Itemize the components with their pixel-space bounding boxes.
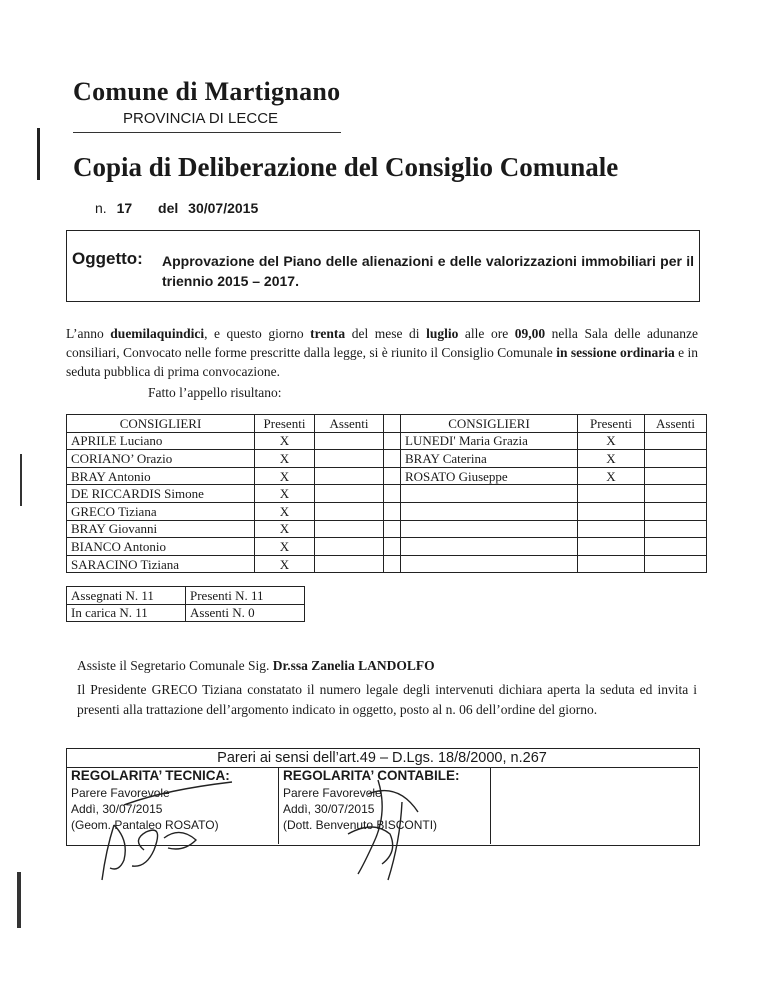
absent-mark xyxy=(315,502,384,520)
header-divider xyxy=(73,132,341,133)
header-name: CONSIGLIERI xyxy=(401,415,578,433)
accounting-signature xyxy=(318,772,438,884)
technical-heading: REGOLARITA’ TECNICA: xyxy=(71,768,230,783)
councillor-name xyxy=(401,520,578,538)
province-name: PROVINCIA DI LECCE xyxy=(123,110,279,127)
intro-text: alle ore xyxy=(458,326,515,341)
table-gap xyxy=(384,520,401,538)
absent-mark xyxy=(315,538,384,556)
absent-mark xyxy=(645,467,707,485)
present-mark: X xyxy=(255,432,315,450)
accounting-heading: REGOLARITA’ CONTABILE: xyxy=(283,768,460,783)
table-row xyxy=(67,432,707,450)
present-mark xyxy=(578,485,645,503)
intro-text: e in seduta pubblica di prima convocazione. xyxy=(66,345,699,379)
document-date: 30/07/2015 xyxy=(188,200,259,216)
table-row xyxy=(67,520,707,538)
subject-label: Oggetto: xyxy=(72,249,143,268)
technical-signer: (Geom. Pantaleo ROSATO) xyxy=(71,818,219,832)
absent-mark xyxy=(645,502,707,520)
councillor-name: BRAY Caterina xyxy=(401,450,578,468)
absent-mark xyxy=(315,520,384,538)
present-mark xyxy=(578,520,645,538)
councillor-name xyxy=(401,555,578,573)
scan-mark xyxy=(17,872,21,928)
present-mark: X xyxy=(578,450,645,468)
present-count: Presenti N. 11 xyxy=(186,587,305,605)
table-row xyxy=(67,604,305,622)
councillor-name: DE RICCARDIS Simone xyxy=(67,485,255,503)
present-mark: X xyxy=(255,450,315,468)
secretary-prefix: Assiste il Segretario Comunale Sig. xyxy=(77,658,273,673)
table-gap xyxy=(384,432,401,450)
header-present: Presenti xyxy=(578,415,645,433)
absent-mark xyxy=(645,450,707,468)
date-label: del xyxy=(158,200,179,216)
absent-mark xyxy=(645,555,707,573)
present-mark: X xyxy=(255,520,315,538)
accounting-date: Addì, 30/07/2015 xyxy=(283,802,375,816)
document-number-line xyxy=(95,200,258,216)
intro-time: 09,00 xyxy=(514,326,546,341)
absent-mark xyxy=(315,485,384,503)
attendance-table xyxy=(66,414,707,573)
table-gap xyxy=(384,450,401,468)
councillor-name: APRILE Luciano xyxy=(67,432,255,450)
intro-text: nella Sala delle adunanze consiliari, Convocato nelle forme prescritte dalla legge, si è riunito il Consiglio Comunale xyxy=(66,326,698,360)
table-gap xyxy=(384,467,401,485)
absent-count: Assenti N. 0 xyxy=(186,604,305,622)
table-header-row xyxy=(67,415,707,433)
header-name: CONSIGLIERI xyxy=(67,415,255,433)
table-row xyxy=(67,587,305,605)
scan-mark xyxy=(37,128,40,180)
table-row xyxy=(67,450,707,468)
present-mark xyxy=(578,538,645,556)
intro-text: del mese di xyxy=(345,326,427,341)
absent-mark xyxy=(645,485,707,503)
table-row xyxy=(67,502,707,520)
councillor-name: LUNEDI' Maria Grazia xyxy=(401,432,578,450)
technical-date: Addì, 30/07/2015 xyxy=(71,802,163,816)
absent-mark xyxy=(645,520,707,538)
intro-paragraph xyxy=(66,324,698,381)
councillor-name xyxy=(401,538,578,556)
assigned-count: Assegnati N. 11 xyxy=(67,587,186,605)
present-mark: X xyxy=(255,538,315,556)
present-mark: X xyxy=(578,432,645,450)
councillor-name xyxy=(401,485,578,503)
table-gap xyxy=(384,555,401,573)
present-mark: X xyxy=(578,467,645,485)
in-office-count: In carica N. 11 xyxy=(67,604,186,622)
accounting-signer: (Dott. Benvenuto BISCONTI) xyxy=(283,818,438,832)
subject-text: Approvazione del Piano delle alienazioni e delle valorizzazioni immobiliari per il triennio 2015 – 2017. xyxy=(162,253,694,289)
scan-mark xyxy=(20,454,22,506)
councillor-name: CORIANO’ Orazio xyxy=(67,450,255,468)
document-number: 17 xyxy=(116,200,133,216)
intro-month: luglio xyxy=(426,326,459,341)
councillor-name: GRECO Tiziana xyxy=(67,502,255,520)
absent-mark xyxy=(315,467,384,485)
intro-year: duemilaquindici xyxy=(110,326,205,341)
table-gap xyxy=(384,538,401,556)
absent-mark xyxy=(315,555,384,573)
header-present: Presenti xyxy=(255,415,315,433)
present-mark xyxy=(578,555,645,573)
opinions-divider xyxy=(490,767,491,844)
document-title: Copia di Deliberazione del Consiglio Comunale xyxy=(73,152,619,182)
opinions-divider xyxy=(278,767,279,844)
municipality-name: Comune di Martignano xyxy=(73,77,341,106)
header-absent: Assenti xyxy=(315,415,384,433)
opinions-title: Pareri ai sensi dell’art.49 – D.Lgs. 18/8/2000, n.267 xyxy=(217,750,547,766)
president-paragraph: Il Presidente GRECO Tiziana constatato il numero legale degli intervenuti dichiara aperta la seduta ed invita i presenti alla trattazione dell’argomento indicato in oggetto, posto al n. 06 dell’ordine del giorno. xyxy=(77,682,697,717)
councillor-name: BRAY Antonio xyxy=(67,467,255,485)
absent-mark xyxy=(645,432,707,450)
present-mark: X xyxy=(255,555,315,573)
present-mark: X xyxy=(255,485,315,503)
secretary-name: Dr.ssa Zanelia LANDOLFO xyxy=(272,658,435,673)
technical-opinion: Parere Favorevole xyxy=(71,786,170,800)
counts-table xyxy=(66,586,305,622)
secretary-line xyxy=(77,658,435,674)
councillor-name: BIANCO Antonio xyxy=(67,538,255,556)
number-label: n. xyxy=(95,200,107,216)
roll-call-label: Fatto l’appello risultano: xyxy=(148,385,282,400)
present-mark: X xyxy=(255,467,315,485)
councillor-name: ROSATO Giuseppe xyxy=(401,467,578,485)
intro-session: in sessione ordinaria xyxy=(556,345,675,360)
accounting-opinion: Parere Favorevole xyxy=(283,786,382,800)
intro-text: L’anno xyxy=(66,326,111,341)
table-row xyxy=(67,467,707,485)
intro-text: , e questo giorno xyxy=(204,326,311,341)
councillor-name: SARACINO Tiziana xyxy=(67,555,255,573)
table-gap xyxy=(384,485,401,503)
present-mark: X xyxy=(255,502,315,520)
absent-mark xyxy=(645,538,707,556)
table-row xyxy=(67,485,707,503)
absent-mark xyxy=(315,432,384,450)
table-gap xyxy=(384,415,401,433)
table-gap xyxy=(384,502,401,520)
technical-signature xyxy=(84,780,244,890)
absent-mark xyxy=(315,450,384,468)
present-mark xyxy=(578,502,645,520)
intro-day: trenta xyxy=(310,326,346,341)
table-row xyxy=(67,555,707,573)
councillor-name xyxy=(401,502,578,520)
header-absent: Assenti xyxy=(645,415,707,433)
table-row xyxy=(67,538,707,556)
councillor-name: BRAY Giovanni xyxy=(67,520,255,538)
